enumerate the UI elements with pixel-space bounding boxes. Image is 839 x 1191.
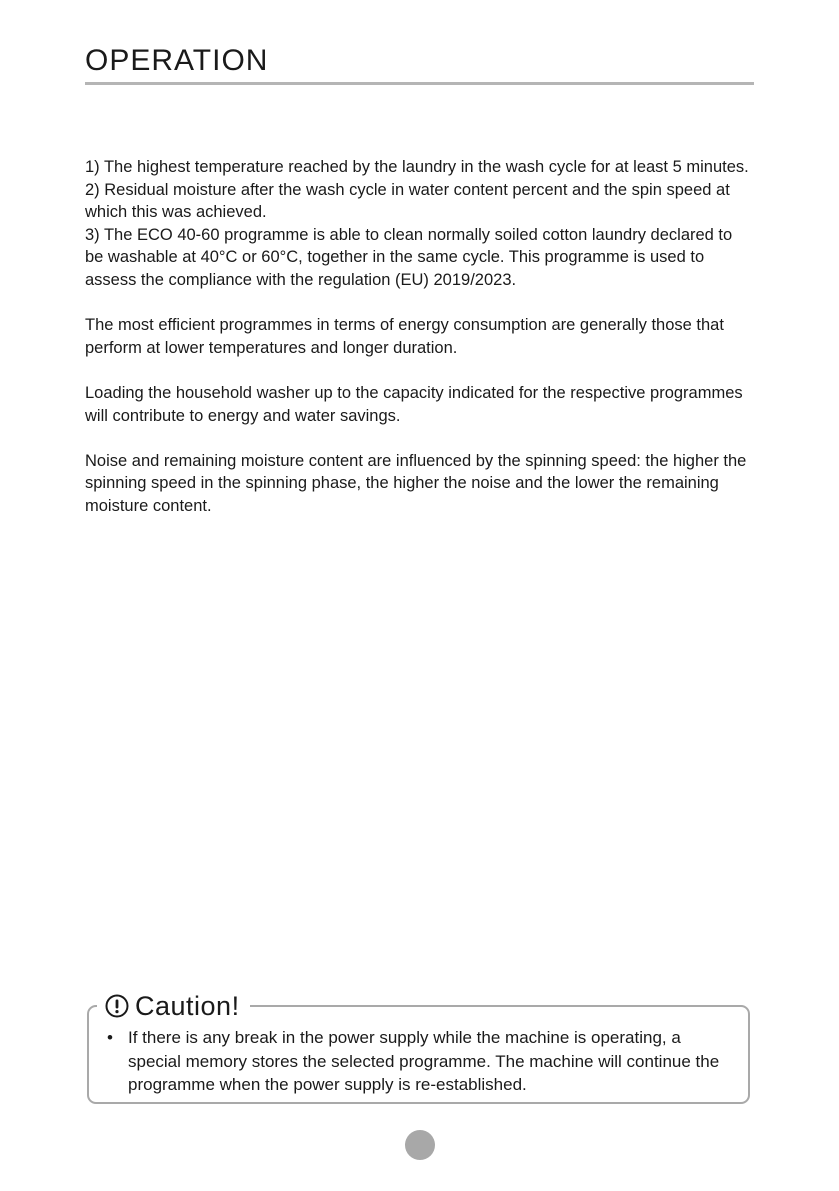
caution-label: Caution!: [135, 990, 240, 1021]
caution-item: [107, 1026, 737, 1097]
body-content: [85, 156, 755, 540]
caution-item-text: If there is any break in the power supply while the machine is operating, a special memory stores the selected programme. The machine will continue the programme when the power supply is re-established.: [128, 1028, 720, 1094]
caution-header: [97, 990, 250, 1022]
footnote-1: 1) The highest temperature reached by the laundry in the wash cycle for at least 5 minutes.: [85, 158, 749, 176]
paragraph-loading-capacity: Loading the household washer up to the capacity indicated for the respective programmes will contribute to energy and water savings.: [85, 383, 743, 425]
caution-list: [107, 1026, 737, 1097]
paragraph-noise-moisture: Noise and remaining moisture content are influenced by the spinning speed: the higher the spinning speed in the spinning phase, the higher the noise and the lower the remaining moisture content.: [85, 451, 747, 515]
bullet-icon: •: [107, 1028, 113, 1047]
page-title: OPERATION: [85, 44, 269, 77]
paragraph-energy-efficiency: The most efficient programmes in terms of energy consumption are generally those that perform at lower temperatures and longer duration.: [85, 316, 724, 357]
title-divider: [85, 82, 754, 85]
footnote-2: 2) Residual moisture after the wash cycle in water content percent and the spin speed at which this was achieved.: [85, 180, 730, 222]
footnote-3: 3) The ECO 40-60 programme is able to clean normally soiled cotton laundry declared to be washable at 40°C or 60°C, together in the same cycle. This programme is used to assess the compliance with the regulation (EU) 2019/2023.: [85, 225, 733, 289]
page-number-dot: [405, 1130, 435, 1160]
exclamation-circle-icon: [105, 994, 129, 1018]
